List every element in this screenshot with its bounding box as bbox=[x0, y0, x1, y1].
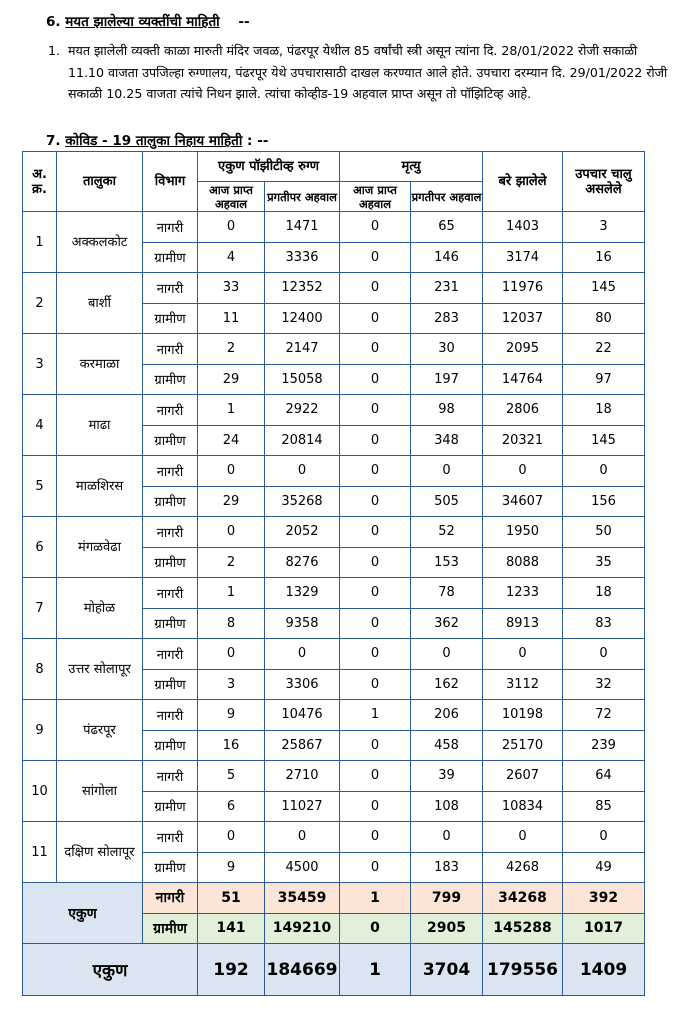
table-cell: 0 bbox=[265, 456, 340, 487]
table-cell: 362 bbox=[411, 608, 483, 639]
vibhag-nagari: नागरी bbox=[143, 395, 198, 426]
vibhag-nagari: नागरी bbox=[143, 578, 198, 609]
table-cell: 1017 bbox=[563, 913, 645, 944]
table-cell: 0 bbox=[340, 517, 411, 548]
table-cell: 35 bbox=[563, 547, 645, 578]
table-cell: 83 bbox=[563, 608, 645, 639]
sr-number: 2 bbox=[23, 273, 57, 334]
table-cell: 52 bbox=[411, 517, 483, 548]
table-cell: 1409 bbox=[563, 944, 645, 996]
table-cell: 33 bbox=[198, 273, 265, 304]
table-cell: 184669 bbox=[265, 944, 340, 996]
table-cell: 146 bbox=[411, 242, 483, 273]
table-cell: 141 bbox=[198, 913, 265, 944]
sr-number: 10 bbox=[23, 761, 57, 822]
paragraph-number: 1. bbox=[48, 43, 61, 58]
table-cell: 50 bbox=[563, 517, 645, 548]
table-cell: 2905 bbox=[411, 913, 483, 944]
taluka-name: माळशिरस bbox=[57, 456, 143, 517]
vibhag-gramin: ग्रामीण bbox=[143, 608, 198, 639]
table-cell: 12037 bbox=[483, 303, 563, 334]
table-cell: 0 bbox=[411, 822, 483, 853]
vibhag-nagari: नागरी bbox=[143, 212, 198, 243]
table-row bbox=[23, 822, 645, 853]
table-cell: 1329 bbox=[265, 578, 340, 609]
sr-number: 1 bbox=[23, 212, 57, 273]
table-cell: 0 bbox=[340, 303, 411, 334]
table-cell: 2710 bbox=[265, 761, 340, 792]
table-cell: 2806 bbox=[483, 395, 563, 426]
table-cell: 206 bbox=[411, 700, 483, 731]
table-cell: 0 bbox=[198, 456, 265, 487]
table-cell: 0 bbox=[563, 639, 645, 670]
sr-number: 4 bbox=[23, 395, 57, 456]
table-cell: 12400 bbox=[265, 303, 340, 334]
table-body bbox=[23, 212, 645, 883]
vibhag-nagari: नागरी bbox=[143, 456, 198, 487]
table-row bbox=[23, 517, 645, 548]
table-cell: 29 bbox=[198, 486, 265, 517]
table-cell: 0 bbox=[340, 608, 411, 639]
table-cell: 4268 bbox=[483, 852, 563, 883]
table-cell: 0 bbox=[563, 456, 645, 487]
table-cell: 3112 bbox=[483, 669, 563, 700]
table-cell: 0 bbox=[340, 242, 411, 273]
table-cell: 3336 bbox=[265, 242, 340, 273]
table-cell: 149210 bbox=[265, 913, 340, 944]
table-cell: 10834 bbox=[483, 791, 563, 822]
table-cell: 108 bbox=[411, 791, 483, 822]
table-cell: 20814 bbox=[265, 425, 340, 456]
vibhag-gramin: ग्रामीण bbox=[143, 425, 198, 456]
table-cell: 2607 bbox=[483, 761, 563, 792]
table-cell: 4500 bbox=[265, 852, 340, 883]
section-7-number: 7. bbox=[46, 133, 61, 149]
table-cell: 348 bbox=[411, 425, 483, 456]
header-active: उपचार चालु असलेले bbox=[563, 152, 645, 212]
table-cell: 0 bbox=[265, 639, 340, 670]
table-cell: 1471 bbox=[265, 212, 340, 243]
table-row bbox=[23, 395, 645, 426]
vibhag-gramin: ग्रामीण bbox=[143, 730, 198, 761]
table-cell: 1 bbox=[198, 395, 265, 426]
table-cell: 0 bbox=[411, 639, 483, 670]
table-cell: 1 bbox=[340, 883, 411, 914]
table-cell: 0 bbox=[340, 212, 411, 243]
paragraph-text: मयत झालेली व्यक्ती काळा मारुती मंदिर जवळ, पंढरपूर येथील 85 वर्षांची स्त्री असून त्यांना दि. 28/01/2022 रोजी सकाळी 11.10 वाजता उपजिल्हा रुग्णालय, पंढरपूर येथे उपचारासाठी दाखल करण्यात आले होते. उपचारा दरम्यान दि. 29/01/2022 रोजी सकाळी 10.25 वाजता त्यांचे निधन झाले. त्यांचा कोव्हीड-19 अहवाल प्राप्त असून तो पॉझिटिव्ह आहे. bbox=[68, 43, 668, 101]
table-cell: 5 bbox=[198, 761, 265, 792]
table-row bbox=[23, 639, 645, 670]
table-cell: 0 bbox=[340, 273, 411, 304]
table-cell: 153 bbox=[411, 547, 483, 578]
table-cell: 11 bbox=[198, 303, 265, 334]
vibhag-gramin: ग्रामीण bbox=[143, 669, 198, 700]
table-cell: 4 bbox=[198, 242, 265, 273]
taluka-name: दक्षिण सोलापूर bbox=[57, 822, 143, 883]
header-deaths: मृत्यु bbox=[340, 152, 483, 182]
vibhag-gramin: ग्रामीण bbox=[143, 852, 198, 883]
table-row bbox=[23, 700, 645, 731]
table-cell: 3 bbox=[198, 669, 265, 700]
table-cell: 0 bbox=[340, 669, 411, 700]
vibhag-gramin: ग्रामीण bbox=[143, 486, 198, 517]
table-cell: 35268 bbox=[265, 486, 340, 517]
table-cell: 64 bbox=[563, 761, 645, 792]
grand-total-row bbox=[23, 944, 645, 996]
taluka-name: सांगोला bbox=[57, 761, 143, 822]
table-cell: 192 bbox=[198, 944, 265, 996]
sr-number: 5 bbox=[23, 456, 57, 517]
table-cell: 1 bbox=[198, 578, 265, 609]
table-cell: 9 bbox=[198, 700, 265, 731]
section-7-suffix: : -- bbox=[247, 133, 269, 149]
table-cell: 0 bbox=[340, 822, 411, 853]
table-cell: 8276 bbox=[265, 547, 340, 578]
table-cell: 3 bbox=[563, 212, 645, 243]
total-nagari-row bbox=[23, 883, 645, 914]
sr-number: 7 bbox=[23, 578, 57, 639]
table-cell: 25170 bbox=[483, 730, 563, 761]
death-info-paragraph bbox=[48, 40, 668, 105]
table-cell: 145 bbox=[563, 425, 645, 456]
section-6-heading bbox=[46, 12, 250, 30]
vibhag-nagari: नागरी bbox=[143, 822, 198, 853]
table-cell: 0 bbox=[483, 822, 563, 853]
taluka-name: अक्कलकोट bbox=[57, 212, 143, 273]
table-cell: 29 bbox=[198, 364, 265, 395]
taluka-name: करमाळा bbox=[57, 334, 143, 395]
header-taluka: तालुका bbox=[57, 152, 143, 212]
table-cell: 72 bbox=[563, 700, 645, 731]
table-cell: 8 bbox=[198, 608, 265, 639]
table-cell: 145 bbox=[563, 273, 645, 304]
table-cell: 231 bbox=[411, 273, 483, 304]
taluka-name: मोहोळ bbox=[57, 578, 143, 639]
table-cell: 197 bbox=[411, 364, 483, 395]
table-cell: 0 bbox=[340, 486, 411, 517]
taluka-name: माढा bbox=[57, 395, 143, 456]
table-row bbox=[23, 456, 645, 487]
table-cell: 30 bbox=[411, 334, 483, 365]
table-cell: 2147 bbox=[265, 334, 340, 365]
table-cell: 162 bbox=[411, 669, 483, 700]
table-cell: 458 bbox=[411, 730, 483, 761]
table-cell: 98 bbox=[411, 395, 483, 426]
table-row bbox=[23, 578, 645, 609]
table-cell: 0 bbox=[340, 334, 411, 365]
table-cell: 10476 bbox=[265, 700, 340, 731]
table-cell: 9 bbox=[198, 852, 265, 883]
table-cell: 0 bbox=[340, 639, 411, 670]
table-cell: 0 bbox=[198, 517, 265, 548]
table-cell: 20321 bbox=[483, 425, 563, 456]
table-cell: 3704 bbox=[411, 944, 483, 996]
table-cell: 0 bbox=[340, 395, 411, 426]
header-sr: अ. क्र. bbox=[23, 152, 57, 212]
header-total-positive: एकुण पॉझीटीव्ह रुग्ण bbox=[198, 152, 340, 182]
table-cell: 799 bbox=[411, 883, 483, 914]
table-cell: 14764 bbox=[483, 364, 563, 395]
table-cell: 80 bbox=[563, 303, 645, 334]
taluka-wise-covid-table bbox=[22, 151, 645, 996]
table-cell: 2 bbox=[198, 547, 265, 578]
table-cell: 85 bbox=[563, 791, 645, 822]
table-cell: 0 bbox=[340, 852, 411, 883]
table-row bbox=[23, 212, 645, 243]
vibhag-nagari: नागरी bbox=[143, 639, 198, 670]
total-gramin-label: ग्रामीण bbox=[143, 913, 198, 944]
table-cell: 3174 bbox=[483, 242, 563, 273]
table-cell: 78 bbox=[411, 578, 483, 609]
vibhag-gramin: ग्रामीण bbox=[143, 547, 198, 578]
vibhag-nagari: नागरी bbox=[143, 517, 198, 548]
section-7-heading bbox=[46, 131, 268, 149]
table-cell: 145288 bbox=[483, 913, 563, 944]
taluka-name: मंगळवेढा bbox=[57, 517, 143, 578]
table-cell: 18 bbox=[563, 578, 645, 609]
table-cell: 1403 bbox=[483, 212, 563, 243]
table-cell: 0 bbox=[483, 639, 563, 670]
header-positive-progressive: प्रगतीपर अहवाल bbox=[265, 182, 340, 212]
table-cell: 49 bbox=[563, 852, 645, 883]
total-nagari-label: नागरी bbox=[143, 883, 198, 914]
table-cell: 0 bbox=[340, 547, 411, 578]
table-cell: 11027 bbox=[265, 791, 340, 822]
table-cell: 239 bbox=[563, 730, 645, 761]
table-cell: 65 bbox=[411, 212, 483, 243]
table-cell: 0 bbox=[411, 456, 483, 487]
vibhag-nagari: नागरी bbox=[143, 700, 198, 731]
table-row bbox=[23, 761, 645, 792]
table-cell: 11976 bbox=[483, 273, 563, 304]
section-7-title: कोविड - 19 तालुका निहाय माहिती bbox=[65, 133, 243, 149]
table-cell: 3306 bbox=[265, 669, 340, 700]
table-cell: 2922 bbox=[265, 395, 340, 426]
vibhag-gramin: ग्रामीण bbox=[143, 791, 198, 822]
table-cell: 39 bbox=[411, 761, 483, 792]
table-cell: 1 bbox=[340, 700, 411, 731]
table-cell: 0 bbox=[340, 425, 411, 456]
table-cell: 8088 bbox=[483, 547, 563, 578]
table-cell: 0 bbox=[340, 761, 411, 792]
sr-number: 9 bbox=[23, 700, 57, 761]
section-6-number: 6. bbox=[46, 14, 61, 30]
table-cell: 32 bbox=[563, 669, 645, 700]
sr-number: 11 bbox=[23, 822, 57, 883]
table-cell: 51 bbox=[198, 883, 265, 914]
table-cell: 505 bbox=[411, 486, 483, 517]
table-cell: 22 bbox=[563, 334, 645, 365]
table-cell: 16 bbox=[563, 242, 645, 273]
table-cell: 0 bbox=[563, 822, 645, 853]
table-row bbox=[23, 334, 645, 365]
table-cell: 16 bbox=[198, 730, 265, 761]
table-cell: 392 bbox=[563, 883, 645, 914]
table-cell: 156 bbox=[563, 486, 645, 517]
header-recovered: बरे झालेले bbox=[483, 152, 563, 212]
total-label: एकुण bbox=[23, 883, 143, 944]
table-cell: 0 bbox=[340, 456, 411, 487]
vibhag-nagari: नागरी bbox=[143, 334, 198, 365]
table-cell: 18 bbox=[563, 395, 645, 426]
table-cell: 12352 bbox=[265, 273, 340, 304]
table-cell: 2052 bbox=[265, 517, 340, 548]
taluka-name: उत्तर सोलापूर bbox=[57, 639, 143, 700]
vibhag-nagari: नागरी bbox=[143, 273, 198, 304]
vibhag-gramin: ग्रामीण bbox=[143, 364, 198, 395]
section-6-title: मयत झालेल्या व्यक्तींची माहिती bbox=[65, 14, 220, 30]
table-cell: 1 bbox=[340, 944, 411, 996]
header-vibhag: विभाग bbox=[143, 152, 198, 212]
table-cell: 35459 bbox=[265, 883, 340, 914]
table-cell: 15058 bbox=[265, 364, 340, 395]
table-cell: 34607 bbox=[483, 486, 563, 517]
table-cell: 0 bbox=[265, 822, 340, 853]
table-cell: 8913 bbox=[483, 608, 563, 639]
table-cell: 0 bbox=[340, 791, 411, 822]
table-cell: 0 bbox=[340, 578, 411, 609]
table-cell: 0 bbox=[198, 639, 265, 670]
table-cell: 283 bbox=[411, 303, 483, 334]
table-cell: 2095 bbox=[483, 334, 563, 365]
table-cell: 0 bbox=[483, 456, 563, 487]
table-cell: 179556 bbox=[483, 944, 563, 996]
section-6-dash: -- bbox=[238, 14, 250, 30]
table-cell: 97 bbox=[563, 364, 645, 395]
table-cell: 10198 bbox=[483, 700, 563, 731]
grand-total-label: एकुण bbox=[23, 944, 198, 996]
header-positive-today: आज प्राप्त अहवाल bbox=[198, 182, 265, 212]
vibhag-gramin: ग्रामीण bbox=[143, 242, 198, 273]
table-cell: 6 bbox=[198, 791, 265, 822]
table-cell: 183 bbox=[411, 852, 483, 883]
table-cell: 0 bbox=[340, 364, 411, 395]
taluka-name: पंढरपूर bbox=[57, 700, 143, 761]
sr-number: 8 bbox=[23, 639, 57, 700]
table-cell: 0 bbox=[340, 913, 411, 944]
taluka-name: बार्शी bbox=[57, 273, 143, 334]
table-cell: 1950 bbox=[483, 517, 563, 548]
table-cell: 0 bbox=[198, 212, 265, 243]
table-cell: 0 bbox=[198, 822, 265, 853]
table-cell: 2 bbox=[198, 334, 265, 365]
vibhag-gramin: ग्रामीण bbox=[143, 303, 198, 334]
table-cell: 1233 bbox=[483, 578, 563, 609]
vibhag-nagari: नागरी bbox=[143, 761, 198, 792]
table-cell: 0 bbox=[340, 730, 411, 761]
header-deaths-today: आज प्राप्त अहवाल bbox=[340, 182, 411, 212]
table-cell: 34268 bbox=[483, 883, 563, 914]
table-row bbox=[23, 273, 645, 304]
sr-number: 6 bbox=[23, 517, 57, 578]
header-deaths-progressive: प्रगतीपर अहवाल bbox=[411, 182, 483, 212]
sr-number: 3 bbox=[23, 334, 57, 395]
table-cell: 24 bbox=[198, 425, 265, 456]
table-cell: 25867 bbox=[265, 730, 340, 761]
table-cell: 9358 bbox=[265, 608, 340, 639]
